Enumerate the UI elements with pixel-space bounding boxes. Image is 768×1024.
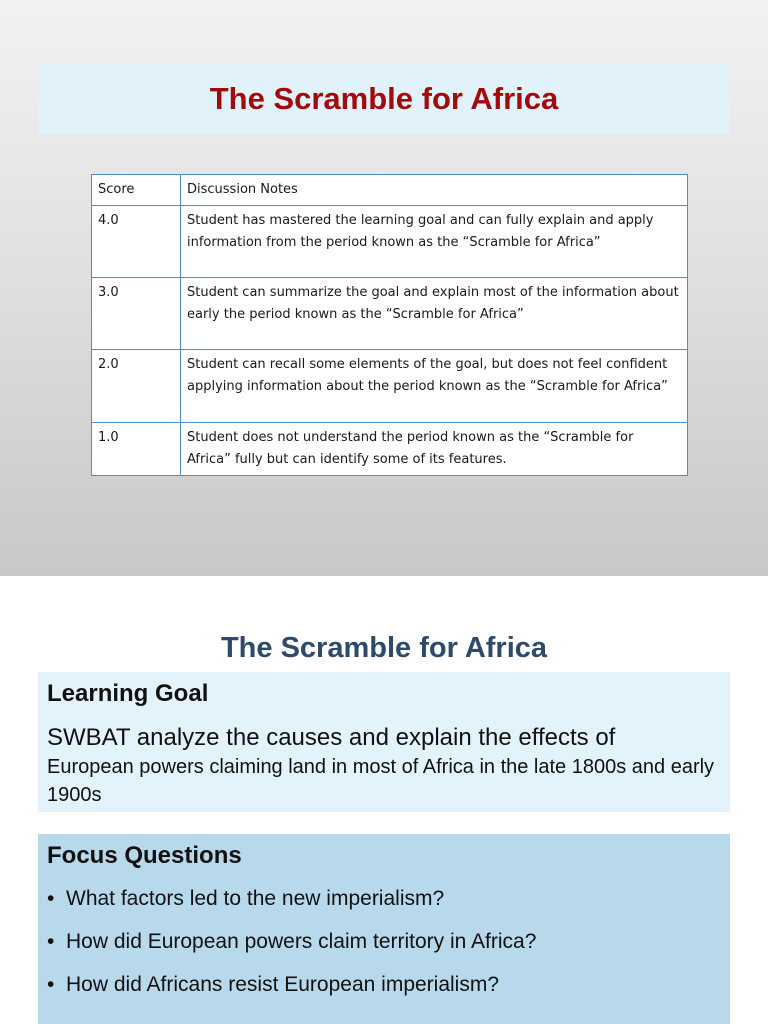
notes-cell: Student does not understand the period known as the “Scramble for Africa” fully but can identify some of its features. (181, 423, 688, 476)
question-text: How did Africans resist European imperialism? (66, 973, 500, 996)
notes-cell: Student can summarize the goal and explain most of the information about early the period known as the “Scramble for Africa” (181, 278, 688, 350)
table-header-row (92, 175, 688, 206)
bullet-icon: • (47, 930, 55, 953)
list-item (47, 884, 721, 914)
question-text: How did European powers claim territory in Africa? (66, 930, 537, 953)
slide-title: The Scramble for Africa (220, 632, 548, 664)
notes-cell: Student has mastered the learning goal and can fully explain and apply information from the period known as the “Scramble for Africa” (181, 206, 688, 278)
score-cell: 1.0 (92, 423, 181, 476)
score-cell: 3.0 (92, 278, 181, 350)
list-item (47, 970, 721, 1000)
slide-learning-goal (0, 576, 768, 1024)
score-cell: 4.0 (92, 206, 181, 278)
learning-goal-lead: SWBAT analyze the causes and explain the effects of (47, 724, 616, 751)
focus-questions-heading: Focus Questions (47, 842, 242, 869)
rubric-table (91, 174, 688, 476)
learning-goal-heading: Learning Goal (47, 680, 209, 707)
learning-goal-rest: European powers claiming land in most of Africa in the late 1800s and early 1900s (47, 756, 715, 806)
slide-title: The Scramble for Africa (209, 81, 559, 116)
table-row (92, 423, 688, 476)
focus-questions-list (47, 884, 721, 1000)
column-header-notes: Discussion Notes (181, 175, 688, 206)
notes-cell: Student can recall some elements of the goal, but does not feel confident applying information about the period known as the “Scramble for Africa” (181, 350, 688, 423)
table-row (92, 350, 688, 423)
question-text: What factors led to the new imperialism? (66, 887, 445, 910)
title-banner (38, 64, 730, 134)
learning-goal-text (47, 724, 721, 809)
table-row (92, 206, 688, 278)
list-item (47, 927, 721, 957)
bullet-icon: • (47, 887, 55, 910)
column-header-score: Score (92, 175, 181, 206)
table-row (92, 278, 688, 350)
focus-questions-box (38, 834, 730, 1024)
learning-goal-box (38, 672, 730, 812)
bullet-icon: • (47, 973, 55, 996)
score-cell: 2.0 (92, 350, 181, 423)
